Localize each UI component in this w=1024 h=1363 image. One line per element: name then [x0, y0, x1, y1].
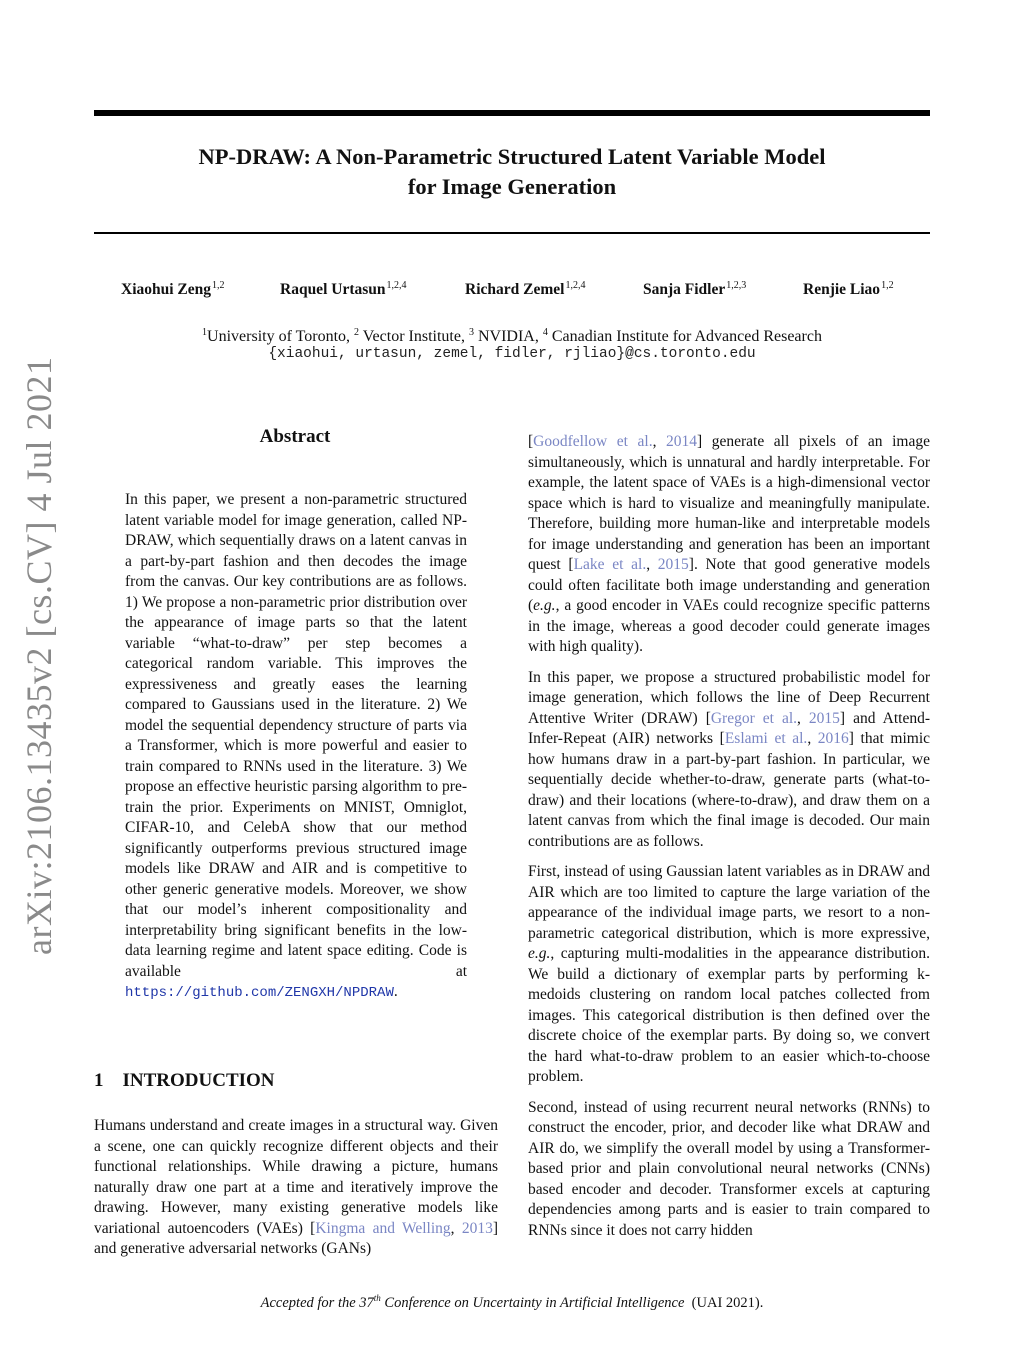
intro-text: Humans understand and create images in a structural way. Given a scene, one can quickly recognize different objects and their functional relationships. While drawing a picture, humans naturally draw one part at a time and iteratively improve the drawing. However, many existing generative models like variational autoencoders (VAEs) [	[94, 1117, 498, 1237]
author-name: Sanja Fidler	[643, 281, 726, 298]
author-affil-marks: 1,2	[212, 280, 225, 291]
author-affil-marks: 1,2,3	[726, 280, 747, 291]
intro-text: e.g.	[533, 597, 556, 614]
author	[121, 280, 225, 299]
title-rule	[94, 232, 930, 234]
intro-paragraph-left	[94, 1116, 498, 1260]
intro-text: ,	[652, 433, 667, 450]
intro-text: ,	[797, 709, 809, 727]
author-list	[0, 280, 1024, 302]
citation-year-link[interactable]: 2015	[657, 556, 689, 573]
intro-text: e.g.	[528, 945, 551, 962]
title-line-2: for Image Generation	[407, 174, 617, 199]
affil-mark: 2	[354, 327, 360, 338]
footer-text: Accepted for the 37	[260, 1295, 374, 1311]
author	[643, 280, 746, 299]
footer-text: (UAI 2021).	[684, 1295, 764, 1311]
intro-paragraph	[528, 432, 930, 658]
author-name: Xiaohui Zeng	[121, 281, 212, 298]
intro-text: ] and generative adversarial networks (GANs)	[94, 1219, 499, 1257]
author-name: Renjie Liao	[803, 281, 881, 298]
intro-text: ] and Attend-Infer-Repeat (AIR) networks [	[528, 709, 930, 747]
intro-text: First, instead of using Gaussian latent variables as in DRAW and AIR which are too limited to capture the large variation of the appearance of the individual image parts, we resort to a non-parametric categorical distribution, which is more expressive,	[528, 863, 930, 942]
intro-text: , a good encoder in VAEs could recognize specific patterns in the image, whereas a good decoder could generate images with high quality).	[528, 597, 930, 655]
citation-link[interactable]: Goodfellow et al.	[533, 433, 653, 450]
author-emails: {xiaohui, urtasun, zemel, fidler, rjliao}@cs.toronto.edu	[268, 346, 756, 362]
footer-venue: Conference on Uncertainty in Artificial Intelligence	[380, 1295, 685, 1311]
section-heading-introduction: 1 INTRODUCTION	[94, 1070, 275, 1091]
footer-sup: th	[373, 1293, 381, 1303]
affil-mark: 4	[542, 327, 548, 338]
code-link[interactable]: https://github.com/ZENGXH/NPDRAW	[125, 985, 394, 1001]
intro-paragraph	[528, 1098, 930, 1242]
abstract-end: .	[393, 983, 398, 1000]
intro-paragraph	[528, 668, 930, 853]
author	[280, 280, 407, 299]
affil-text: Canadian Institute for Advanced Research	[547, 328, 822, 345]
citation-year-link[interactable]: 2013	[461, 1219, 493, 1237]
author-name: Richard Zemel	[465, 281, 565, 298]
affil-mark: 1	[202, 327, 208, 338]
citation-link[interactable]: Kingma and Welling	[315, 1219, 451, 1237]
citation-year-link[interactable]: 2014	[666, 433, 698, 450]
author-name: Raquel Urtasun	[280, 281, 386, 298]
author	[803, 280, 894, 299]
intro-text: ,	[807, 730, 818, 747]
citation-link[interactable]: Lake et al.	[573, 556, 647, 573]
abstract-body	[125, 490, 467, 1004]
citation-link[interactable]: Eslami et al.	[724, 730, 808, 747]
affil-text: University of Toronto,	[207, 328, 355, 345]
author-affil-marks: 1,2,4	[386, 280, 407, 291]
intro-text: , capturing multi-modalities in the appearance distribution. We build a dictionary of exemplar parts by performing k-medoids clustering on random local patches collected from images. This categorical distribution is then defined over the discrete choice of the exemplar parts. By doing so, we convert the hard what-to-draw problem to an easier which-to-choose problem.	[528, 945, 930, 1085]
intro-text: [	[528, 433, 534, 450]
intro-text: ] generate all pixels of an image simultaneously, which is unnatural and hardly interpretable. For example, the latent space of VAEs is a high-dimensional vector space which is hard to visualize and meaningfully manipulate. Therefore, building more human-like and interpretable models for image understanding and generation has been an important quest [	[528, 433, 930, 573]
page-footer	[94, 1293, 930, 1312]
author-affil-marks: 1,2,4	[565, 280, 586, 291]
paper-title	[94, 142, 930, 202]
title-line-1: NP-DRAW: A Non-Parametric Structured Latent Variable Model	[198, 144, 826, 169]
intro-text: ] that mimic how humans draw in a part-by-part fashion. In particular, we sequentially decide whether-to-draw, generate parts (what-to-draw) and their locations (where-to-draw), and draw them on a latent canvas from which the final image is decoded. Our main contributions are as follows.	[528, 730, 931, 850]
author	[465, 280, 585, 299]
right-column	[528, 432, 930, 1251]
intro-paragraph	[528, 862, 930, 1088]
citation-year-link[interactable]: 2015	[808, 709, 840, 727]
intro-text: Second, instead of using recurrent neural networks (RNNs) to construct the encoder, prior, and decoder like what DRAW and AIR do, we simplify the overall model by using a Transformer-based prior and plain convolutional neural networks (CNNs) based encoder and decoder. Transformer excels at capturing dependencies among parts and is easier to train compared to RNNs since it does not carry hidden	[528, 1098, 930, 1239]
affil-mark: 3	[468, 327, 474, 338]
top-rule	[94, 110, 930, 116]
intro-text: ]. Note that good generative models could often facilitate both image understanding and generation (	[528, 556, 930, 614]
abstract-heading: Abstract	[259, 426, 331, 447]
author-affil-marks: 1,2	[881, 280, 894, 291]
affil-text: Vector Institute,	[359, 328, 469, 345]
abstract-text: In this paper, we present a non-parametric structured latent variable model for image generation, called NP-DRAW, which sequentially draws on a latent canvas in a part-by-part fashion and then decodes the image from the canvas. Our key contributions are as follows. 1) We propose a non-parametric prior distribution over the appearance of image parts so that the latent variable “what-to-draw” per step becomes a categorical random variable. This improves the expressiveness and greatly eases the learning compared to Gaussians used in the literature. 2) We model the sequential dependency structure of parts via a Transformer, which is more powerful and easier to train compared to RNNs used in the literature. 3) We propose an effective heuristic parsing algorithm to pre-train the prior. Experiments on MNIST, Omniglot, CIFAR-10, and CelebA show that our method significantly outperforms previous structured image models like DRAW and AIR and is competitive to other generic generative models. Moreover, we show that our model’s inherent compositionality and interpretability bring significant benefits in the low-data learning regime and latent space editing. Code is available at	[125, 491, 467, 980]
intro-text: ,	[450, 1219, 462, 1237]
arxiv-stamp: arXiv:2106.13435v2 [cs.CV] 4 Jul 2021	[19, 356, 59, 955]
affil-text: NVIDIA,	[473, 328, 543, 345]
intro-text: In this paper, we propose a structured probabilistic model for image generation, which follows the line of Deep Recurrent Attentive Writer (DRAW) [	[528, 668, 930, 727]
citation-link[interactable]: Gregor et al.	[710, 709, 798, 727]
citation-year-link[interactable]: 2016	[817, 730, 849, 747]
intro-text: ,	[646, 556, 658, 573]
